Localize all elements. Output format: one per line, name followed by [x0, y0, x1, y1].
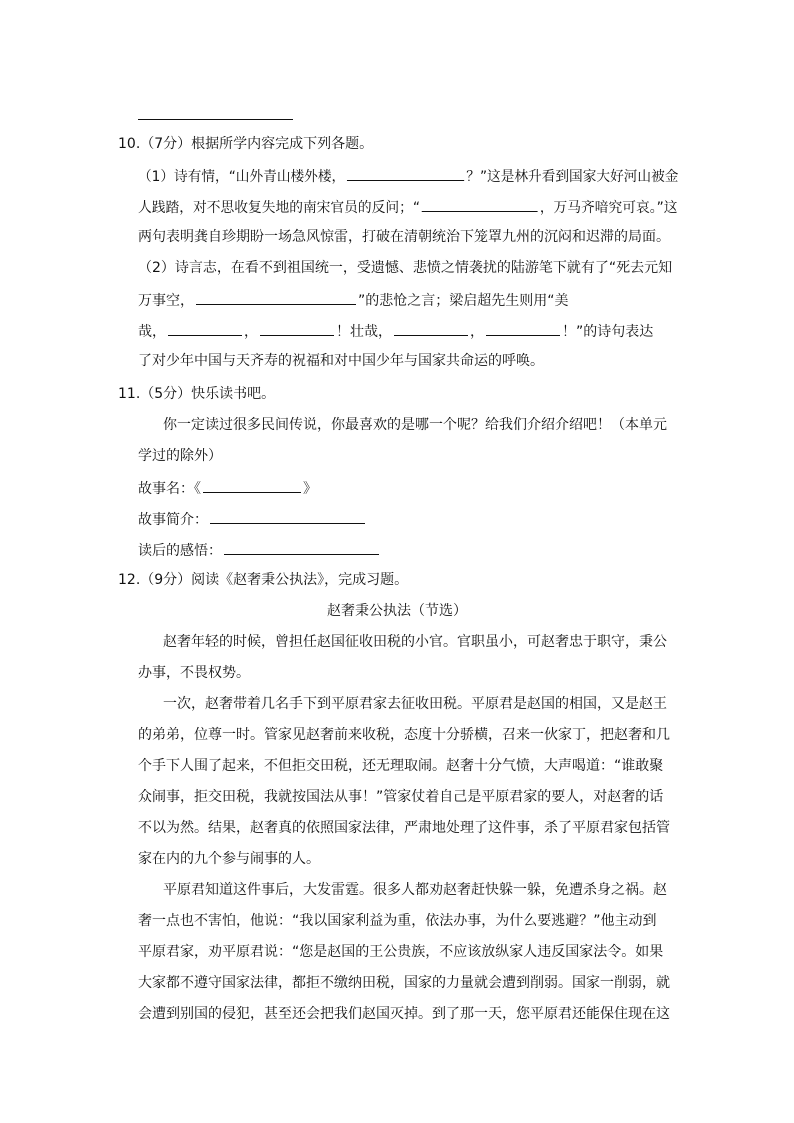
- q10-part1-text-a: （1）诗有情，“山外青山楼外楼，: [138, 169, 346, 185]
- q10-part2-text-b: ”的悲怆之言；梁启超先生则用“美: [358, 293, 569, 309]
- q10-part2-line3: [138, 320, 653, 342]
- passage-line: 平原君知道这件事后，大发雷霆。很多人都劝赵奢赶快躲一躲，免遭杀身之祸。赵: [163, 882, 667, 898]
- q10-header: 10.（7分）根据所学内容完成下列各题。: [118, 136, 374, 152]
- q10-part1-line3: 两句表明龚自珍期盼一场急风惊雷，打破在清朝统治下笼罩九州的沉闷和迟滞的局面。: [138, 229, 670, 245]
- answer-blank[interactable]: [394, 320, 468, 336]
- passage-line: 的弟弟，位尊一时。管家见赵奢前来收税，态度十分骄横，召来一伙家丁，把赵奢和几: [138, 727, 670, 743]
- passage-line: 赵奢年轻的时候，曾担任赵国征收田税的小官。官职虽小，可赵奢忠于职守，秉公: [163, 634, 667, 650]
- previous-answer-line: [138, 119, 293, 120]
- passage-line: 大家都不遵守国家法律，都拒不缴纳田税，国家的力量就会遭到削弱。国家一削弱，就: [138, 975, 670, 991]
- answer-blank[interactable]: [486, 320, 560, 336]
- story-name-close: 》: [303, 481, 317, 497]
- story-summary-label: 故事简介：: [138, 512, 208, 528]
- story-name-blank[interactable]: [203, 477, 301, 493]
- q11-intro-line1: 你一定读过很多民间传说，你最喜欢的是哪一个呢？给我们介绍介绍吧！（本单元: [163, 417, 667, 433]
- q10-part2-text-g: ！”的诗句表达: [562, 324, 654, 340]
- answer-blank[interactable]: [422, 196, 538, 212]
- q10-part1-line1: [138, 165, 678, 187]
- passage-line: 不以为然。结果，赵奢真的依照国家法律，严肃地处理了这件事，杀了平原君家包括管: [138, 820, 670, 836]
- reading-feeling-blank[interactable]: [224, 539, 379, 555]
- passage-line: 平原君家，劝平原君说：“您是赵国的王公贵族，不应该放纵家人违反国家法令。如果: [138, 944, 664, 960]
- passage-line: 众闹事，拒交田税，我就按国法从事！”管家仗着自己是平原君家的要人，对赵奢的话: [138, 789, 664, 805]
- q11-header: 11.（5分）快乐读书吧。: [118, 386, 276, 402]
- q10-part2-text-c: 哉，: [138, 324, 166, 340]
- q10-part2-text-d: ，: [244, 324, 258, 340]
- q10-part1-text-c: 人践踏，对不思收复失地的南宋官员的反问；“: [138, 200, 421, 216]
- answer-blank[interactable]: [196, 289, 356, 305]
- q10-part1-text-b: ？”这是林升看到国家大好河山被金: [466, 169, 679, 185]
- answer-blank[interactable]: [260, 320, 334, 336]
- passage-line: 会遭到别国的侵犯，甚至还会把我们赵国灭掉。到了那一天，您平原君还能保住现在这: [138, 1006, 670, 1022]
- passage-line: 个手下人围了起来，不但拒交田税，还无理取闹。赵奢十分气愤，大声喝道：“谁敢聚: [138, 758, 664, 774]
- answer-blank[interactable]: [347, 165, 464, 181]
- q10-part2-text-a: 万事空，: [138, 293, 194, 309]
- q10-part2-text-e: ！壮哉，: [336, 324, 392, 340]
- story-summary-row: [138, 508, 367, 530]
- reading-feeling-label: 读后的感悟：: [138, 543, 222, 559]
- q10-part1-line2: [138, 196, 678, 218]
- q12-header: 12.（9分）阅读《赵奢秉公执法》，完成习题。: [118, 572, 409, 588]
- story-name-row: [138, 477, 317, 499]
- q10-part2-line4: 了对少年中国与天齐寿的祝福和对中国少年与国家共命运的呼唤。: [138, 353, 544, 369]
- passage-line: 办事，不畏权势。: [138, 665, 250, 681]
- q10-part2-text-f: ，: [470, 324, 484, 340]
- answer-blank[interactable]: [168, 320, 242, 336]
- passage-line: 家在内的九个参与闹事的人。: [138, 851, 320, 867]
- story-name-label: 故事名：《: [138, 481, 201, 497]
- q10-part2-line1: （2）诗言志，在看不到祖国统一，受遗憾、悲愤之情袭扰的陆游笔下就有了“死去元知: [138, 260, 673, 276]
- passage-line: 奢一点也不害怕，他说：“我以国家利益为重，依法办事，为什么要逃避？”他主动到: [138, 913, 657, 929]
- passage-title: 赵奢秉公执法（节选）: [327, 603, 467, 619]
- q10-part1-text-d: ，万马齐喑究可哀。”这: [539, 200, 678, 216]
- passage-line: 一次，赵奢带着几名手下到平原君家去征收田税。平原君是赵国的相国，又是赵王: [163, 696, 667, 712]
- q10-part2-line2: [138, 289, 569, 311]
- reading-feeling-row: [138, 539, 381, 561]
- story-summary-blank[interactable]: [210, 508, 365, 524]
- q11-intro-line2: 学过的除外）: [138, 448, 222, 464]
